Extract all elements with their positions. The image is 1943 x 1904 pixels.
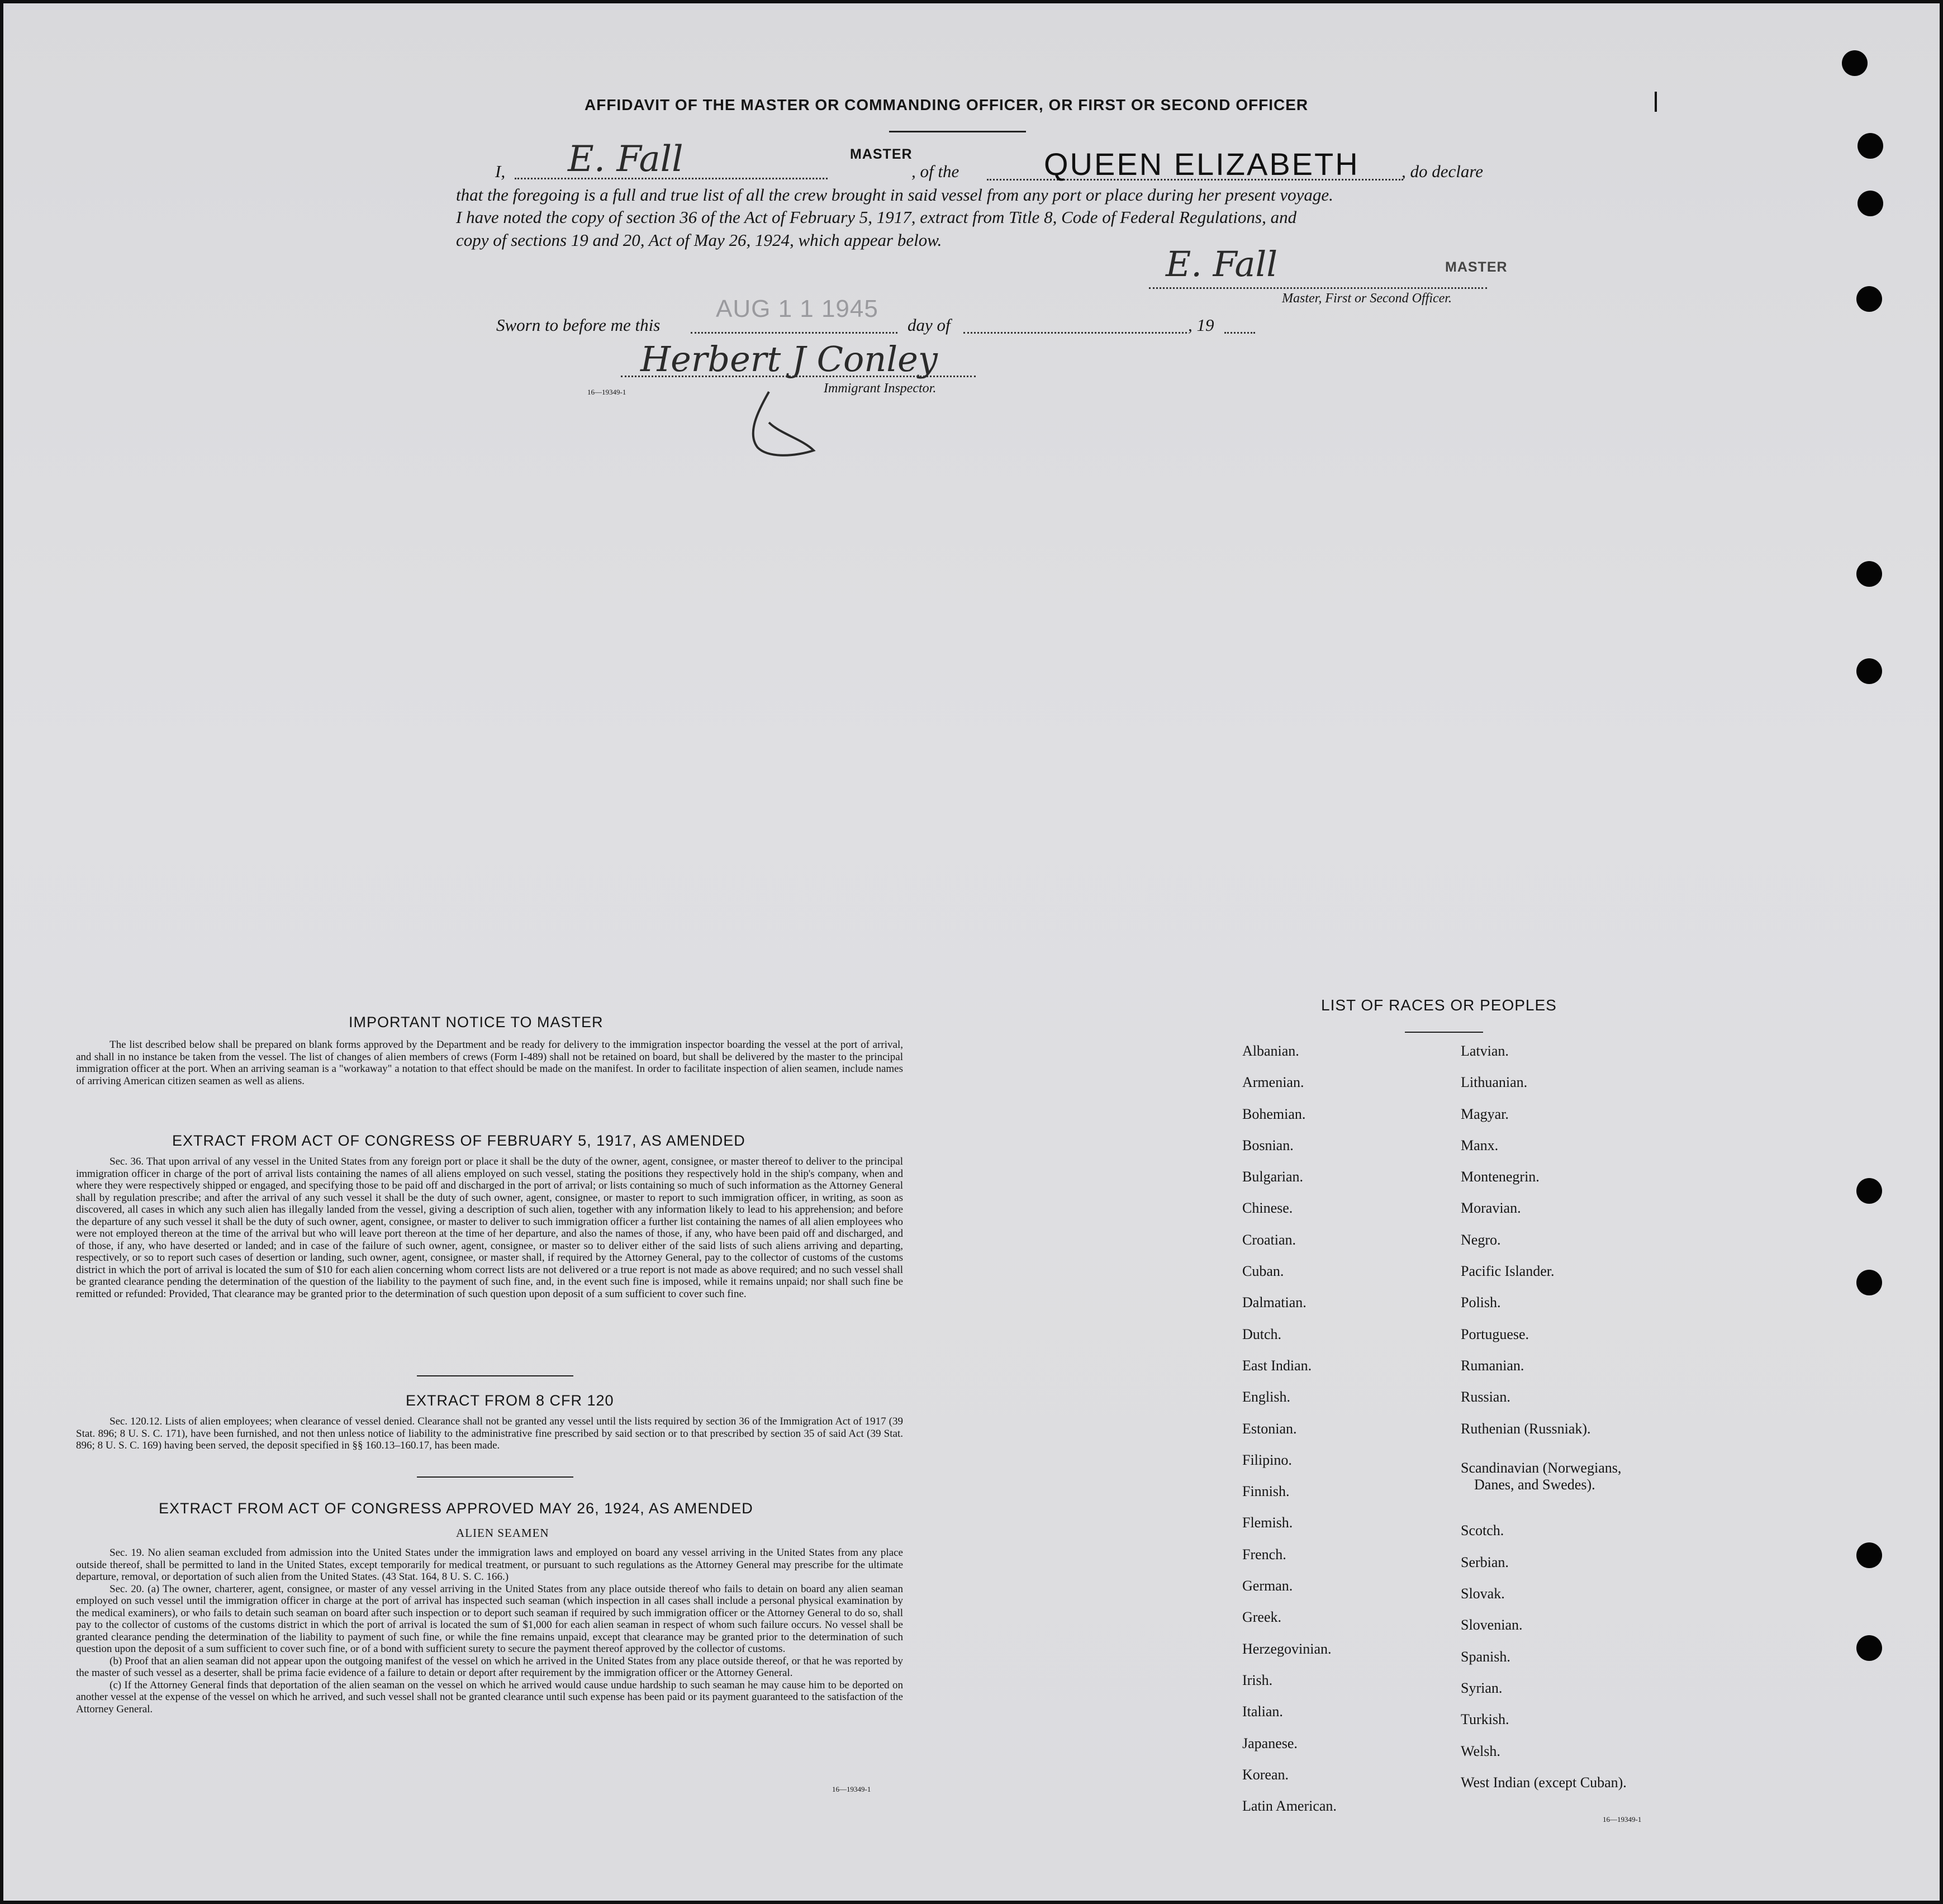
extract-1917-text xyxy=(76,1156,903,1300)
race-item: Welsh. xyxy=(1461,1742,1500,1759)
race-item: Montenegrin. xyxy=(1461,1169,1540,1185)
inspector-signature: Herbert J Conley xyxy=(640,339,938,379)
signer-line xyxy=(1149,287,1487,289)
race-item: Bulgarian. xyxy=(1242,1169,1304,1185)
race-item: Filipino. xyxy=(1242,1451,1292,1468)
notice-heading: IMPORTANT NOTICE TO MASTER xyxy=(349,1014,604,1031)
race-item: Irish. xyxy=(1242,1672,1273,1688)
section-rule xyxy=(417,1476,573,1478)
race-item: Scotch. xyxy=(1461,1522,1504,1539)
punch-hole xyxy=(1858,191,1883,216)
extract-1917-heading: EXTRACT FROM ACT OF CONGRESS OF FEBRUARY 5, 1917, AS AMENDED xyxy=(172,1132,745,1149)
extract-cfr-paragraph: Sec. 120.12. Lists of alien employees; when clearance of vessel denied. Clearance shall not be granted any vessel until the lists required by section 36 of the Immigration Act of 1917 (39 Stat. 896; 8 U. S. C. 171), have been furnished, and not then unless notice of liability to the administrative fine prescribed by said section or to that prescribed by section 35 of said Act (39 Stat. 896; 8 U. S. C. 169) having been served, the deposit specified in §§ 160.13–160.17, has been made. xyxy=(76,1416,903,1451)
races-left-column xyxy=(1242,1043,1337,1829)
affidavit-title: AFFIDAVIT OF THE MASTER OR COMMANDING OFFICER, OR FIRST OR SECOND OFFICER xyxy=(585,96,1309,113)
signer-title: MASTER xyxy=(1445,259,1508,275)
race-item: Chinese. xyxy=(1242,1200,1293,1217)
punch-hole xyxy=(1856,286,1882,312)
punch-hole xyxy=(1856,1635,1882,1661)
year-prefix: , 19 xyxy=(1188,315,1214,335)
race-item: German. xyxy=(1242,1578,1293,1594)
race-item: Slovenian. xyxy=(1461,1617,1523,1634)
race-item: Manx. xyxy=(1461,1137,1499,1153)
signer-caption: Master, First or Second Officer. xyxy=(1282,291,1452,306)
race-item: East Indian. xyxy=(1242,1357,1312,1374)
race-item: Syrian. xyxy=(1461,1679,1503,1696)
race-item: Flemish. xyxy=(1242,1514,1293,1531)
master-name-signature: E. Fall xyxy=(568,139,683,180)
do-declare-label: , do declare xyxy=(1402,162,1484,181)
of-the-label: , of the xyxy=(911,162,959,181)
punch-hole xyxy=(1856,1270,1882,1295)
race-item: Polish. xyxy=(1461,1294,1501,1311)
signature-flourish xyxy=(735,389,819,462)
notice-text xyxy=(76,1039,903,1087)
affidavit-line2: that the foregoing is a full and true list of all the crew brought in said vessel from any port or place during her present voyage. xyxy=(456,185,1333,205)
form-number: 16—19349-1 xyxy=(587,388,626,396)
sworn-year-line xyxy=(1224,332,1255,334)
punch-hole xyxy=(1856,1542,1882,1568)
race-item: Dutch. xyxy=(1242,1326,1282,1342)
race-item: Armenian. xyxy=(1242,1074,1304,1091)
punch-hole xyxy=(1856,1178,1882,1204)
races-title-rule xyxy=(1405,1032,1483,1033)
extract-cfr-text xyxy=(76,1416,903,1452)
race-item: Korean. xyxy=(1242,1766,1289,1783)
race-item xyxy=(1461,1460,1627,1523)
punch-hole xyxy=(1856,561,1882,587)
sworn-date-stamp: AUG 1 1 1945 xyxy=(716,295,878,322)
race-item: Moravian. xyxy=(1461,1200,1521,1217)
sworn-month-line xyxy=(963,332,1187,334)
race-item: Bohemian. xyxy=(1242,1105,1306,1122)
race-item-line: Danes, and Swedes). xyxy=(1474,1476,1595,1493)
day-of-label: day of xyxy=(908,315,951,335)
race-item: Herzegovinian. xyxy=(1242,1640,1332,1657)
extract-cfr-heading: EXTRACT FROM 8 CFR 120 xyxy=(406,1392,614,1409)
races-title: LIST OF RACES OR PEOPLES xyxy=(1321,996,1557,1014)
inspector-line xyxy=(621,376,976,377)
race-item: Ruthenian (Russniak). xyxy=(1461,1420,1591,1437)
extract-1924-paragraph: (c) If the Attorney General finds that deportation of the alien seaman on the vessel on which he arrived would cause undue hardship to such seaman he may cause him to be deported on another vessel at the expense of the vessel on which he arrived, and such vessel shall not be granted clearance until such expense has been paid or its payment guaranteed to the satisfaction of the Attorney General. xyxy=(76,1679,903,1715)
inspector-caption: Immigrant Inspector. xyxy=(824,381,937,396)
race-item: Dalmatian. xyxy=(1242,1294,1307,1311)
race-item: French. xyxy=(1242,1546,1286,1563)
race-item: Estonian. xyxy=(1242,1420,1297,1437)
race-item: Finnish. xyxy=(1242,1483,1290,1500)
master-signature: E. Fall xyxy=(1166,244,1278,284)
punch-hole xyxy=(1856,658,1882,684)
notice-paragraph: The list described below shall be prepared on blank forms approved by the Department and be ready for delivery to the immigration inspector boarding the vessel at the port of arrival, and shall in no instance be taken from the vessel. The list of changes of alien members of crews (Form I-489) shall not be retained on board, but shall be delivered by the master to the principal immigration officer at the port. When an arriving seaman is a "workaway" a notation to that effect should be made on the manifest. In order to facilitate inspection of alien seamen, include names of arriving American citizen seamen as well as aliens. xyxy=(76,1039,903,1087)
notice-form-number: 16—19349-1 xyxy=(832,1785,871,1793)
extract-1924-paragraph: Sec. 20. (a) The owner, charterer, agent, consignee, or master of any vessel arriving in the United States from any place outside thereof who fails to detain on board any alien seaman employed on such vessel until the immigration officer in charge at the port of arrival has inspected such seaman (which inspection in all cases shall include a personal physical examination by the medical examiners), or who fails to detain such seaman on board after such inspection or to deport such seaman if required by such immigration officer or the Attorney General to do so, shall pay to the collector of customs of the customs district in which the port of arrival is located the sum of $1,000 for each alien seaman in respect of whom such failure occurs. No vessel shall be granted clearance pending the determination of the liability to payment of such fine, or while the fine remains unpaid, except that clearance may be granted prior to the determination of such question upon the deposit of a sum sufficient to cover such fine, or of a bond with sufficient surety to secure the payment thereof approved by the collector of customs. xyxy=(76,1583,903,1655)
race-item: Albanian. xyxy=(1242,1043,1299,1059)
extract-1917-paragraph: Sec. 36. That upon arrival of any vessel in the United States from any foreign port or place it shall be the duty of the owner, agent, consignee, or master thereof to deliver to the principal immigration officer in charge of the port of arrival lists containing the names of all aliens employed on such vessel, stating the positions they respectively hold in the ship's company, when and where they were respectively shipped or engaged, and specifying those to be paid off and discharged in the port of arrival; or lists containing so much of such information as the Attorney General shall by regulation prescribe; and after the arrival of any such vessel it shall be the duty of such owner, agent, consignee, or master to report to such immigration officer, in writing, as soon as discovered, all cases in which any such alien has illegally landed from the vessel, giving a description of such alien, together with any information likely to lead to his apprehension; and before the departure of any such vessel it shall be the duty of such owner, agent, consignee, or master to deliver to such immigration officer a further list containing the names of all alien employees who were not employed thereon at the time of the arrival but who will leave port thereon at the time of her departure, and also the names of those, if any, who have been paid off and discharged, and of those, if any, who have deserted or landed; and in case of the failure of such owner, agent, consignee, or master so to deliver either of the said lists of such aliens arriving and departing, respectively, or so to report such cases of desertion or landing, such owner, agent, consignee, or master shall, if required by the Attorney General, pay to the collector of customs of the customs district in which the port of arrival is located the sum of $10 for each alien concerning whom correct lists are not delivered or a true report is not made as above required; and no such vessel shall be granted clearance pending the determination of the question of the liability to the payment of such fine, and, in the event such fine is imposed, while it remains unpaid; nor shall such fine be remitted or refunded: Provided, That clearance may be granted prior to the determination of such question upon deposit of a sum sufficient to cover such fine. xyxy=(76,1156,903,1300)
extract-1924-paragraph: Sec. 19. No alien seaman excluded from admission into the United States under the immigration laws and employed on board any vessel arriving in the United States from any place outside thereof, shall be permitted to land in the United States, except temporarily for medical treatment, or pursuant to such regulations as the Attorney General may prescribe for the ultimate departure, removal, or deportation of such alien from the United States. (43 Stat. 164, 8 U. S. C. 166.) xyxy=(76,1547,903,1583)
race-item: Rumanian. xyxy=(1461,1357,1524,1374)
race-item: Latvian. xyxy=(1461,1043,1509,1059)
vessel-name: QUEEN ELIZABETH xyxy=(1044,146,1360,182)
affidavit-line3: I have noted the copy of section 36 of the Act of February 5, 1917, extract from Title 8, Code of Federal Regulations, and xyxy=(456,207,1297,227)
race-item: Bosnian. xyxy=(1242,1137,1294,1153)
race-item: Japanese. xyxy=(1242,1735,1298,1751)
punch-hole xyxy=(1842,50,1868,76)
punch-hole xyxy=(1858,133,1883,159)
race-item: Italian. xyxy=(1242,1703,1283,1720)
races-right-column xyxy=(1461,1043,1627,1806)
extract-1924-heading: EXTRACT FROM ACT OF CONGRESS APPROVED MAY 26, 1924, AS AMENDED xyxy=(159,1500,753,1517)
race-item: Lithuanian. xyxy=(1461,1074,1528,1091)
race-item: Russian. xyxy=(1461,1389,1510,1406)
race-item-line: Scandinavian (Norwegians, xyxy=(1461,1459,1622,1476)
race-item: Portuguese. xyxy=(1461,1326,1529,1342)
race-item: Slovak. xyxy=(1461,1585,1505,1602)
race-item: Negro. xyxy=(1461,1231,1501,1248)
races-form-number: 16—19349-1 xyxy=(1603,1815,1642,1824)
affidavit-line1-prefix: I, xyxy=(495,162,506,181)
extract-1924-subheading: ALIEN SEAMEN xyxy=(456,1526,549,1540)
edge-mark xyxy=(1655,92,1657,112)
section-rule xyxy=(417,1375,573,1376)
master-title: MASTER xyxy=(850,146,913,162)
race-item: English. xyxy=(1242,1389,1290,1406)
affidavit-line4: copy of sections 19 and 20, Act of May 26, 1924, which appear below. xyxy=(456,230,942,250)
race-item: West Indian (except Cuban). xyxy=(1461,1774,1627,1791)
sworn-day-line xyxy=(691,332,897,334)
title-rule xyxy=(889,131,1026,132)
race-item: Pacific Islander. xyxy=(1461,1263,1555,1280)
extract-1924-paragraph: (b) Proof that an alien seaman did not appear upon the outgoing manifest of the vessel on which he arrived in the United States from any place outside thereof, or that he was reported by the master of such vessel as a deserter, shall be prima facie evidence of a failure to detain or deport after requirement by the immigration officer or the Attorney General. xyxy=(76,1655,903,1679)
race-item: Serbian. xyxy=(1461,1554,1509,1570)
race-item: Croatian. xyxy=(1242,1231,1296,1248)
race-item: Turkish. xyxy=(1461,1711,1509,1728)
race-item: Latin American. xyxy=(1242,1798,1337,1815)
sworn-prefix: Sworn to before me this xyxy=(496,315,661,335)
race-item: Cuban. xyxy=(1242,1263,1284,1280)
extract-1924-text xyxy=(76,1547,903,1715)
race-item: Spanish. xyxy=(1461,1648,1510,1665)
race-item: Greek. xyxy=(1242,1609,1282,1626)
race-item: Magyar. xyxy=(1461,1105,1509,1122)
